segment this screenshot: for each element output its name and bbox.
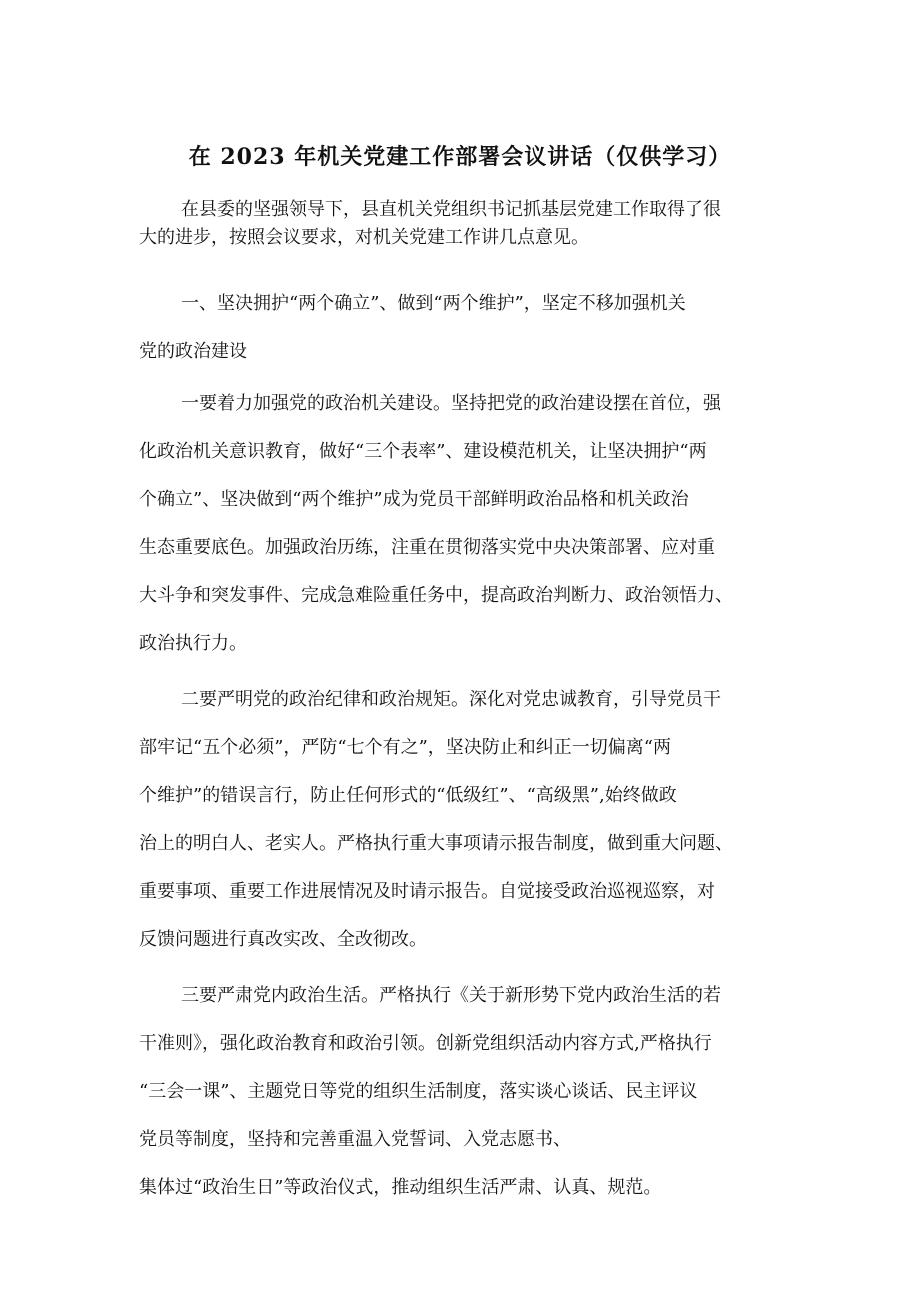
paragraph-line: 重要事项、重要工作进展情况及时请示报告。自觉接受政治巡视巡察，对 bbox=[139, 881, 715, 902]
paragraph-line: 政治执行力。 bbox=[139, 633, 247, 654]
paragraph-line: 部牢记“五个必须”，严防“七个有之”，坚决防止和纠正一切偏离“两 bbox=[139, 737, 672, 758]
paragraph-1 bbox=[139, 380, 799, 668]
document-title: 在 2023 年机关党建工作部署会议讲话（仅供学习） bbox=[188, 144, 732, 170]
paragraph-line: 党员等制度，坚持和完善重温入党誓词、入党志愿书、 bbox=[139, 1129, 571, 1150]
paragraph-3 bbox=[139, 972, 799, 1212]
paragraph-line: 集体过“政治生日”等政治仪式，推动组织生活严肃、认真、规范。 bbox=[139, 1177, 662, 1198]
paragraph-line: 大斗争和突发事件、完成急难险重任务中，提高政治判断力、政治领悟力、 bbox=[139, 585, 733, 606]
paragraph-line: 大的进步，按照会议要求，对机关党建工作讲几点意见。 bbox=[139, 227, 589, 248]
heading-line: 一、坚决拥护“两个确立”、做到“两个维护”，坚定不移加强机关 bbox=[181, 293, 686, 314]
paragraph-line: 二要严明党的政治纪律和政治规矩。深化对党忠诚教育，引导党员干 bbox=[181, 689, 721, 710]
paragraph-line: 在县委的坚强领导下，县直机关党组织书记抓基层党建工作取得了很 bbox=[181, 199, 721, 220]
document-body bbox=[139, 196, 799, 1212]
paragraph-line: 生态重要底色。加强政治历练，注重在贯彻落实党中央决策部署、应对重 bbox=[139, 537, 715, 558]
paragraph-line: 个维护”的错误言行，防止任何形式的“低级红”、“高级黑”,始终做政 bbox=[139, 785, 677, 806]
paragraph-line: 治上的明白人、老实人。严格执行重大事项请示报告制度，做到重大问题、 bbox=[139, 833, 733, 854]
paragraph-line: 三要严肃党内政治生活。严格执行《关于新形势下党内政治生活的若 bbox=[181, 985, 721, 1006]
paragraph-line: 一要着力加强党的政治机关建设。坚持把党的政治建设摆在首位，强 bbox=[181, 393, 721, 414]
paragraph-2 bbox=[139, 676, 799, 964]
heading-line: 党的政治建设 bbox=[139, 341, 247, 362]
paragraph-line: 个确立”、坚决做到“两个维护”成为党员干部鲜明政治品格和机关政治 bbox=[139, 489, 689, 510]
intro-paragraph bbox=[139, 196, 799, 252]
paragraph-line: “三会一课”、主题党日等党的组织生活制度，落实谈心谈话、民主评议 bbox=[139, 1081, 698, 1102]
paragraph-line: 反馈问题进行真改实改、全改彻改。 bbox=[139, 929, 427, 950]
paragraph-line: 化政治机关意识教育，做好“三个表率”、建设模范机关，让坚决拥护“两 bbox=[139, 441, 707, 462]
paragraph-line: 干准则》，强化政治教育和政治引领。创新党组织活动内容方式,严格执行 bbox=[139, 1033, 712, 1054]
section-heading-1 bbox=[139, 280, 799, 376]
